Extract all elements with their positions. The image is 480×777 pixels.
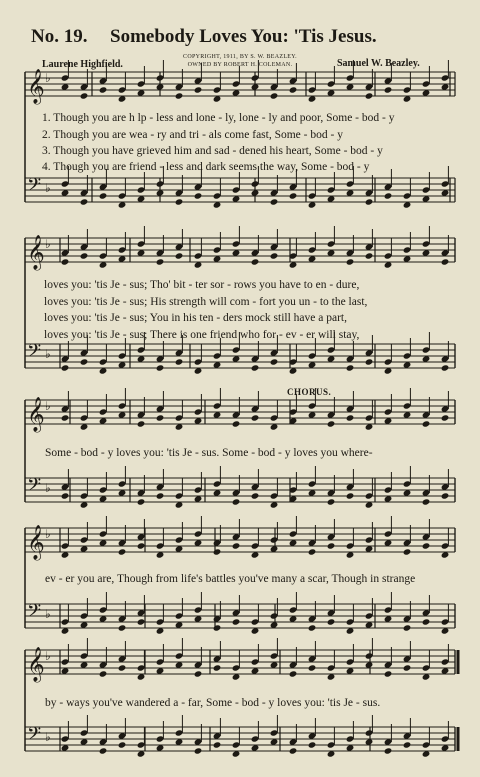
notehead <box>213 664 222 671</box>
notehead <box>118 741 127 748</box>
notehead <box>99 86 108 93</box>
treble-clef-icon: 𝄞 <box>27 397 45 432</box>
notehead <box>346 414 355 421</box>
notehead <box>403 741 412 748</box>
notehead <box>384 192 393 199</box>
notehead <box>441 414 450 421</box>
verse-1-line-1: 1. Though you are h lp - less and lone - ly, lone - ly and poor, Some - bod - y <box>42 112 395 124</box>
flat-sign-icon: ♭ <box>45 71 51 85</box>
notehead <box>99 747 108 754</box>
notehead <box>137 420 146 427</box>
notehead <box>384 670 393 677</box>
notehead <box>308 548 317 555</box>
notehead <box>441 258 450 265</box>
bass-clef-icon: 𝄢 <box>27 475 42 500</box>
hymn-title: Somebody Loves You: 'Tis Jesus. <box>110 26 377 47</box>
notehead <box>289 747 298 754</box>
flat-sign-icon: ♭ <box>45 347 51 361</box>
notehead <box>422 420 431 427</box>
notehead <box>80 198 89 205</box>
treble-clef-icon: 𝄞 <box>27 647 45 682</box>
notehead <box>61 492 70 499</box>
chorus-lyric-line-2: ev - er you are, Though from life's battles you've many a scar, Though in strange <box>45 573 416 585</box>
notehead <box>327 542 336 549</box>
verse-1-line-2: loves you: 'tis Je - sus; Tho' bit - ter sor - rows you have to en - dure, <box>44 279 360 291</box>
notehead <box>61 258 70 265</box>
notehead <box>80 92 89 99</box>
notehead <box>365 358 374 365</box>
notehead <box>365 92 374 99</box>
notehead <box>156 364 165 371</box>
verse-3-line-1: 3. Though you have grieved him and sad - dened his heart, Some - bod - y <box>42 145 383 157</box>
notehead <box>384 86 393 93</box>
notehead <box>175 198 184 205</box>
notehead <box>213 741 222 748</box>
notehead <box>156 414 165 421</box>
notehead <box>441 492 450 499</box>
bass-clef-icon: 𝄢 <box>27 175 42 200</box>
notehead <box>194 747 203 754</box>
notehead <box>213 548 222 555</box>
notehead <box>308 664 317 671</box>
chorus-lyric-line-1: Some - bod - y loves you: 'tis Je - sus. Some - bod - y loves you where- <box>45 447 373 459</box>
flat-sign-icon: ♭ <box>45 527 51 541</box>
notehead <box>251 364 260 371</box>
flat-sign-icon: ♭ <box>45 730 51 744</box>
notehead <box>175 252 184 259</box>
bass-clef-icon: 𝄢 <box>27 341 42 366</box>
copyright-line-1: COPYRIGHT, 1911, BY S. W. BEAZLEY. <box>183 54 297 60</box>
notehead <box>232 618 241 625</box>
flat-sign-icon: ♭ <box>45 649 51 663</box>
notehead <box>61 364 70 371</box>
notehead <box>384 747 393 754</box>
notehead <box>403 624 412 631</box>
chorus-lyric-line-3: by - ways you've wandered a - far, Some - bod - y loves you: 'tis Je - sus. <box>45 697 381 709</box>
notehead <box>289 670 298 677</box>
notehead <box>194 192 203 199</box>
notehead <box>99 192 108 199</box>
notehead <box>270 358 279 365</box>
notehead <box>346 492 355 499</box>
notehead <box>289 86 298 93</box>
notehead <box>137 498 146 505</box>
notehead <box>289 192 298 199</box>
notehead <box>213 624 222 631</box>
copyright-line-2: OWNED BY ROBERT H. COLEMAN. <box>187 62 293 68</box>
notehead <box>422 542 431 549</box>
notehead <box>118 664 127 671</box>
notehead <box>308 624 317 631</box>
notehead <box>194 86 203 93</box>
treble-clef-icon: 𝄞 <box>27 69 45 104</box>
verse-4-line-2: loves you: 'tis Je - sus; There is one friend who for - ev - er will stay, <box>44 329 360 341</box>
flat-sign-icon: ♭ <box>45 181 51 195</box>
flat-sign-icon: ♭ <box>45 607 51 621</box>
notehead <box>175 358 184 365</box>
notehead <box>251 414 260 421</box>
notehead <box>61 414 70 421</box>
notehead <box>422 498 431 505</box>
notehead <box>137 618 146 625</box>
notehead <box>270 198 279 205</box>
notehead <box>308 741 317 748</box>
notehead <box>422 618 431 625</box>
chorus-label: CHORUS. <box>287 387 332 397</box>
verse-2-line-1: 2. Though you are wea - ry and tri - als come fast, Some - bod - y <box>42 129 343 141</box>
notehead <box>232 420 241 427</box>
notehead <box>175 92 184 99</box>
notehead <box>270 92 279 99</box>
notehead <box>365 198 374 205</box>
notehead <box>232 498 241 505</box>
notehead <box>194 670 203 677</box>
notehead <box>232 542 241 549</box>
notehead <box>251 258 260 265</box>
lyricist-credit: Laurene Highfield. <box>42 59 123 70</box>
notehead <box>118 624 127 631</box>
verse-2-line-2: loves you: 'tis Je - sus; His strength will com - fort you un - to the last, <box>44 296 368 308</box>
composer-credit: Samuel W. Beazley. <box>337 58 420 69</box>
flat-sign-icon: ♭ <box>45 481 51 495</box>
notehead <box>403 548 412 555</box>
notehead <box>346 364 355 371</box>
flat-sign-icon: ♭ <box>45 399 51 413</box>
treble-clef-icon: 𝄞 <box>27 235 45 270</box>
bass-clef-icon: 𝄢 <box>27 724 42 749</box>
notehead <box>80 252 89 259</box>
notehead <box>80 358 89 365</box>
notehead <box>118 548 127 555</box>
notehead <box>251 492 260 499</box>
verse-4-line-1: 4. Though you are friend - less and dark seems the way, Some - bod - y <box>42 161 370 173</box>
notehead <box>99 670 108 677</box>
flat-sign-icon: ♭ <box>45 237 51 251</box>
treble-clef-icon: 𝄞 <box>27 525 45 560</box>
notehead <box>403 664 412 671</box>
bass-clef-icon: 𝄢 <box>27 601 42 626</box>
notehead <box>270 252 279 259</box>
hymn-number: No. 19. <box>31 26 88 47</box>
notehead <box>346 258 355 265</box>
notehead <box>327 420 336 427</box>
verse-3-line-2: loves you: 'tis Je - sus; You in his ten - ders mock still have a part, <box>44 312 347 324</box>
notehead <box>365 252 374 259</box>
notehead <box>156 258 165 265</box>
notehead <box>441 364 450 371</box>
notehead <box>327 498 336 505</box>
notehead <box>156 492 165 499</box>
notehead <box>137 542 146 549</box>
notehead <box>327 618 336 625</box>
